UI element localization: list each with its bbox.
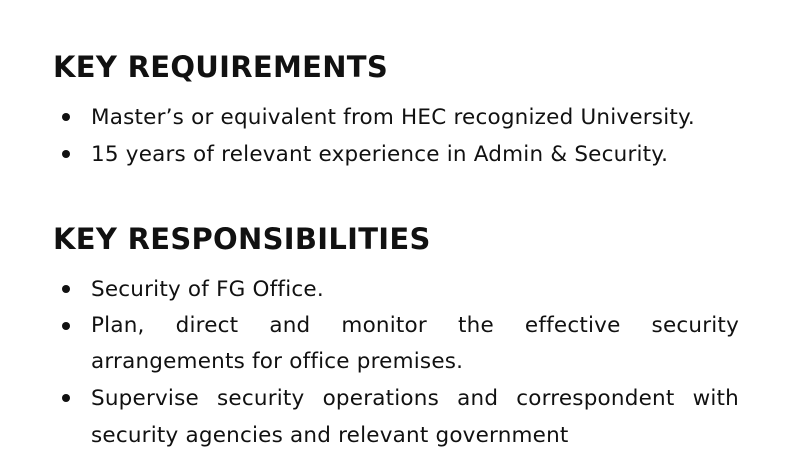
- list-item: [53, 99, 739, 136]
- list-item-text: Master’s or equivalent from HEC recognized University.: [91, 105, 695, 130]
- list-item-text: Supervise security operations and correspondent with security agencies and relevant government: [91, 386, 739, 448]
- key-responsibilities-list: [53, 271, 739, 454]
- bullet-icon: [62, 150, 70, 158]
- list-item-text: Plan, direct and monitor the effective security arrangements for office premises.: [91, 313, 739, 374]
- bullet-icon: [62, 113, 70, 121]
- list-item-text: 15 years of relevant experience in Admin & Security.: [91, 142, 669, 167]
- key-requirements-list: [53, 99, 739, 173]
- bullet-icon: [62, 322, 70, 330]
- list-item-text: Security of FG Office.: [91, 277, 324, 302]
- list-item: [53, 380, 739, 454]
- key-requirements-heading: KEY REQUIREMENTS: [53, 50, 389, 84]
- bullet-icon: [62, 285, 70, 293]
- key-responsibilities-heading: KEY RESPONSIBILITIES: [53, 222, 431, 256]
- list-item: [53, 271, 739, 308]
- list-item: [53, 136, 739, 173]
- list-item: [53, 308, 739, 380]
- bullet-icon: [62, 394, 70, 402]
